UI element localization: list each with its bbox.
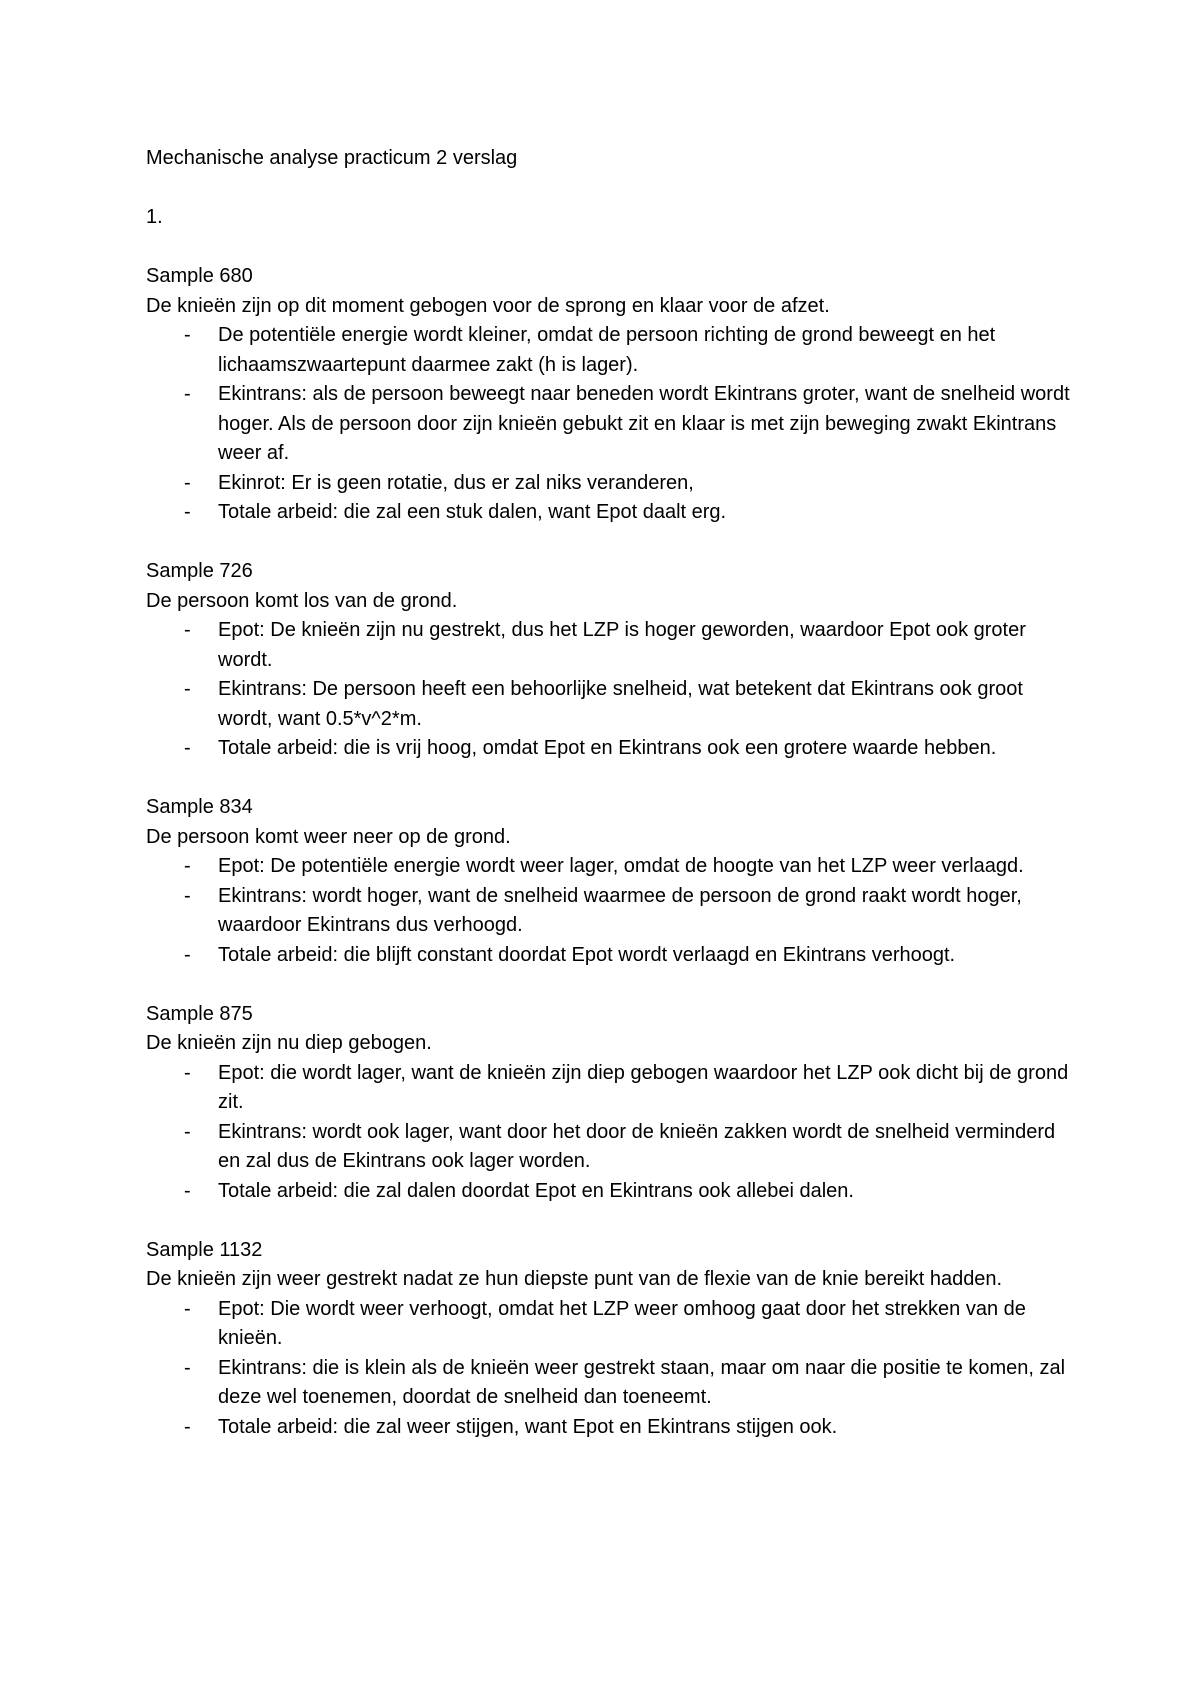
dash-marker: - bbox=[184, 1415, 191, 1438]
list-item bbox=[146, 1295, 1076, 1354]
sample-section bbox=[146, 1000, 1076, 1207]
list-item bbox=[146, 321, 1076, 380]
section-title: Sample 1132 bbox=[146, 1238, 263, 1261]
list-item bbox=[146, 498, 1076, 528]
list-item-text: Totale arbeid: die zal weer stijgen, want Epot en Ekintrans stijgen ook. bbox=[218, 1415, 838, 1438]
dash-marker: - bbox=[184, 1120, 191, 1143]
list-item bbox=[146, 380, 1076, 469]
dash-marker: - bbox=[184, 471, 191, 494]
list-item bbox=[146, 1118, 1076, 1177]
list-item bbox=[146, 852, 1076, 882]
bullet-list bbox=[146, 1295, 1076, 1443]
list-item bbox=[146, 469, 1076, 499]
dash-marker: - bbox=[184, 1179, 191, 1202]
question-number: 1. bbox=[146, 206, 163, 228]
dash-marker: - bbox=[184, 1356, 191, 1379]
list-item-text: Epot: De knieën zijn nu gestrekt, dus het LZP is hoger geworden, waardoor Epot ook groter wordt. bbox=[218, 619, 1026, 671]
sample-section bbox=[146, 1236, 1076, 1443]
list-item-text: Epot: De potentiële energie wordt weer lager, omdat de hoogte van het LZP weer verlaagd. bbox=[218, 855, 1024, 877]
list-item-text: Epot: Die wordt weer verhoogt, omdat het LZP weer omhoog gaat door het strekken van de knieën. bbox=[218, 1297, 1026, 1349]
list-item bbox=[146, 1059, 1076, 1118]
sample-section bbox=[146, 793, 1076, 970]
dash-marker: - bbox=[184, 678, 191, 700]
dash-marker: - bbox=[184, 1297, 191, 1320]
section-title: Sample 680 bbox=[146, 265, 253, 287]
list-item-text: Totale arbeid: die zal een stuk dalen, want Epot daalt erg. bbox=[218, 501, 727, 523]
dash-marker: - bbox=[184, 383, 191, 405]
list-item-text: Ekintrans: als de persoon beweegt naar beneden wordt Ekintrans groter, want de snelheid wordt hoger. Als de persoon door zijn knieën gebukt zit en klaar is met zijn beweging zwakt Ekintrans weer af. bbox=[218, 383, 1070, 464]
dash-marker: - bbox=[184, 855, 191, 877]
list-item-text: Totale arbeid: die zal dalen doordat Epot en Ekintrans ook allebei dalen. bbox=[218, 1179, 854, 1202]
list-item bbox=[146, 616, 1076, 675]
document-title: Mechanische analyse practicum 2 verslag bbox=[146, 147, 518, 169]
list-item bbox=[146, 1354, 1076, 1413]
list-item bbox=[146, 1177, 1076, 1207]
list-item-text: Ekintrans: De persoon heeft een behoorlijke snelheid, wat betekent dat Ekintrans ook groot wordt, want 0.5*v^2*m. bbox=[218, 678, 1023, 730]
dash-marker: - bbox=[184, 619, 191, 641]
list-item-text: Ekintrans: wordt ook lager, want door het door de knieën zakken wordt de snelheid verminderd en zal dus de Ekintrans ook lager worden. bbox=[218, 1120, 1056, 1172]
list-item-text: Ekintrans: wordt hoger, want de snelheid waarmee de persoon de grond raakt wordt hoger, waardoor Ekintrans dus verhoogd. bbox=[218, 884, 1022, 936]
sample-section bbox=[146, 557, 1076, 764]
section-intro: De persoon komt weer neer op de grond. bbox=[146, 825, 511, 848]
dash-marker: - bbox=[184, 737, 191, 759]
dash-marker: - bbox=[184, 943, 191, 966]
list-item-text: Epot: die wordt lager, want de knieën zijn diep gebogen waardoor het LZP ook dicht bij de grond zit. bbox=[218, 1061, 1069, 1113]
list-item bbox=[146, 734, 1076, 764]
list-item-text: Totale arbeid: die blijft constant doordat Epot wordt verlaagd en Ekintrans verhoogt. bbox=[218, 943, 956, 966]
section-intro: De knieën zijn nu diep gebogen. bbox=[146, 1032, 432, 1054]
bullet-list bbox=[146, 852, 1076, 970]
dash-marker: - bbox=[184, 1061, 191, 1084]
bullet-list bbox=[146, 616, 1076, 764]
list-item-text: Ekintrans: die is klein als de knieën weer gestrekt staan, maar om naar die positie te komen, zal deze wel toenemen, doordat de snelheid dan toeneemt. bbox=[218, 1356, 1066, 1408]
sample-section bbox=[146, 262, 1076, 528]
bullet-list bbox=[146, 1059, 1076, 1207]
bullet-list bbox=[146, 321, 1076, 528]
dash-marker: - bbox=[184, 501, 191, 523]
section-intro: De knieën zijn op dit moment gebogen voor de sprong en klaar voor de afzet. bbox=[146, 294, 830, 317]
list-item-text: De potentiële energie wordt kleiner, omdat de persoon richting de grond beweegt en het lichaamszwaartepunt daarmee zakt (h is lager). bbox=[218, 324, 996, 376]
section-title: Sample 834 bbox=[146, 796, 253, 818]
dash-marker: - bbox=[184, 884, 191, 907]
dash-marker: - bbox=[184, 324, 191, 346]
document-body bbox=[146, 144, 1076, 1472]
list-item bbox=[146, 882, 1076, 941]
section-title: Sample 875 bbox=[146, 1002, 253, 1025]
list-item-text: Ekinrot: Er is geen rotatie, dus er zal niks veranderen, bbox=[218, 471, 694, 494]
list-item bbox=[146, 675, 1076, 734]
section-intro: De knieën zijn weer gestrekt nadat ze hun diepste punt van de flexie van de knie bereikt hadden. bbox=[146, 1268, 1003, 1290]
section-title: Sample 726 bbox=[146, 560, 253, 582]
list-item bbox=[146, 941, 1076, 971]
section-intro: De persoon komt los van de grond. bbox=[146, 589, 458, 612]
list-item bbox=[146, 1413, 1076, 1443]
sections-container bbox=[146, 262, 1076, 1442]
list-item-text: Totale arbeid: die is vrij hoog, omdat Epot en Ekintrans ook een grotere waarde hebben. bbox=[218, 737, 997, 759]
